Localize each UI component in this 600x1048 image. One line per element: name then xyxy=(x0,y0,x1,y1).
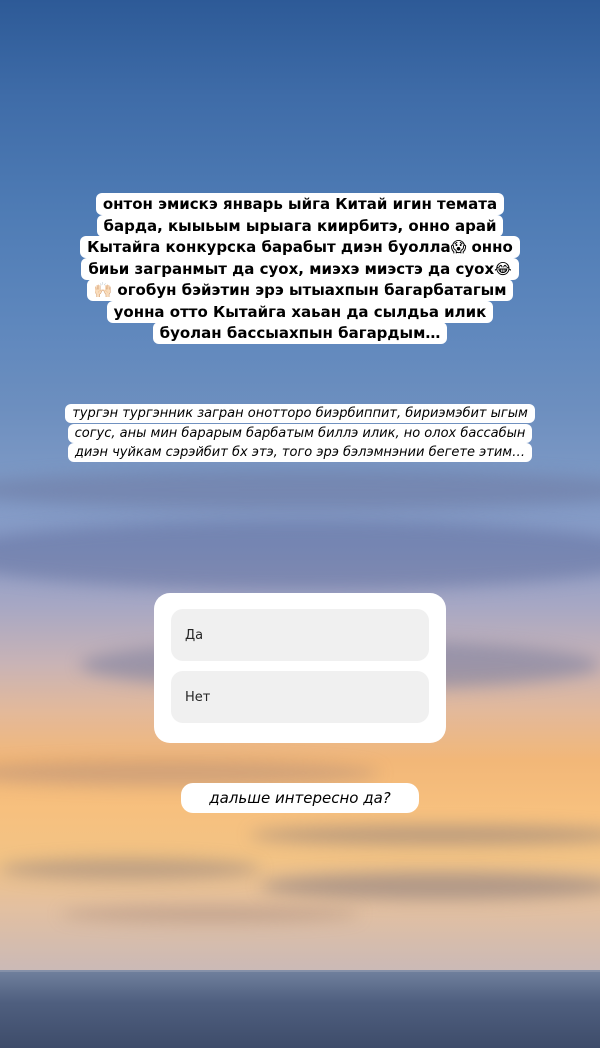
cloud-band xyxy=(0,470,600,510)
story-caption-secondary xyxy=(0,404,600,463)
story-question-caption xyxy=(181,783,419,813)
cloud-band xyxy=(0,858,260,880)
story-caption-main xyxy=(0,194,600,345)
cloud-band xyxy=(60,905,360,923)
poll-sticker xyxy=(154,593,446,743)
sea-background xyxy=(0,972,600,1048)
caption-secondary-text: тургэн тургэнник загран онотторо биэрбиппит, бириэмэбит ыгым согус, аны мин барарым барбатым биллэ илик, но олох бассабын диэн чуйкам сэрэйбит бх этэ, того эрэ бэлэмнэнии бегете этим… xyxy=(65,404,535,462)
question-text: дальше интересно да? xyxy=(209,789,391,807)
poll-option-yes-label: Да xyxy=(185,627,204,643)
poll-option-no-label: Нет xyxy=(185,689,211,705)
cloud-band xyxy=(0,520,600,590)
caption-main-text: онтон эмискэ январь ыйга Китай игин темата барда, кыыьым ырыага киирбитэ, онно арай Кытайга конкурска барабыт диэн буолла😱 онно биьи загранмыт да суох, миэхэ миэстэ да суох😂🙌🏻 огобун бэйэтин эрэ ытыахпын багарбатагым уонна отто Кытайга хаьан да сылдьа илик буолан бассыахпын багардым… xyxy=(80,193,520,344)
poll-option-yes[interactable] xyxy=(171,609,429,661)
poll-option-no[interactable] xyxy=(171,671,429,723)
cloud-band xyxy=(260,872,600,900)
